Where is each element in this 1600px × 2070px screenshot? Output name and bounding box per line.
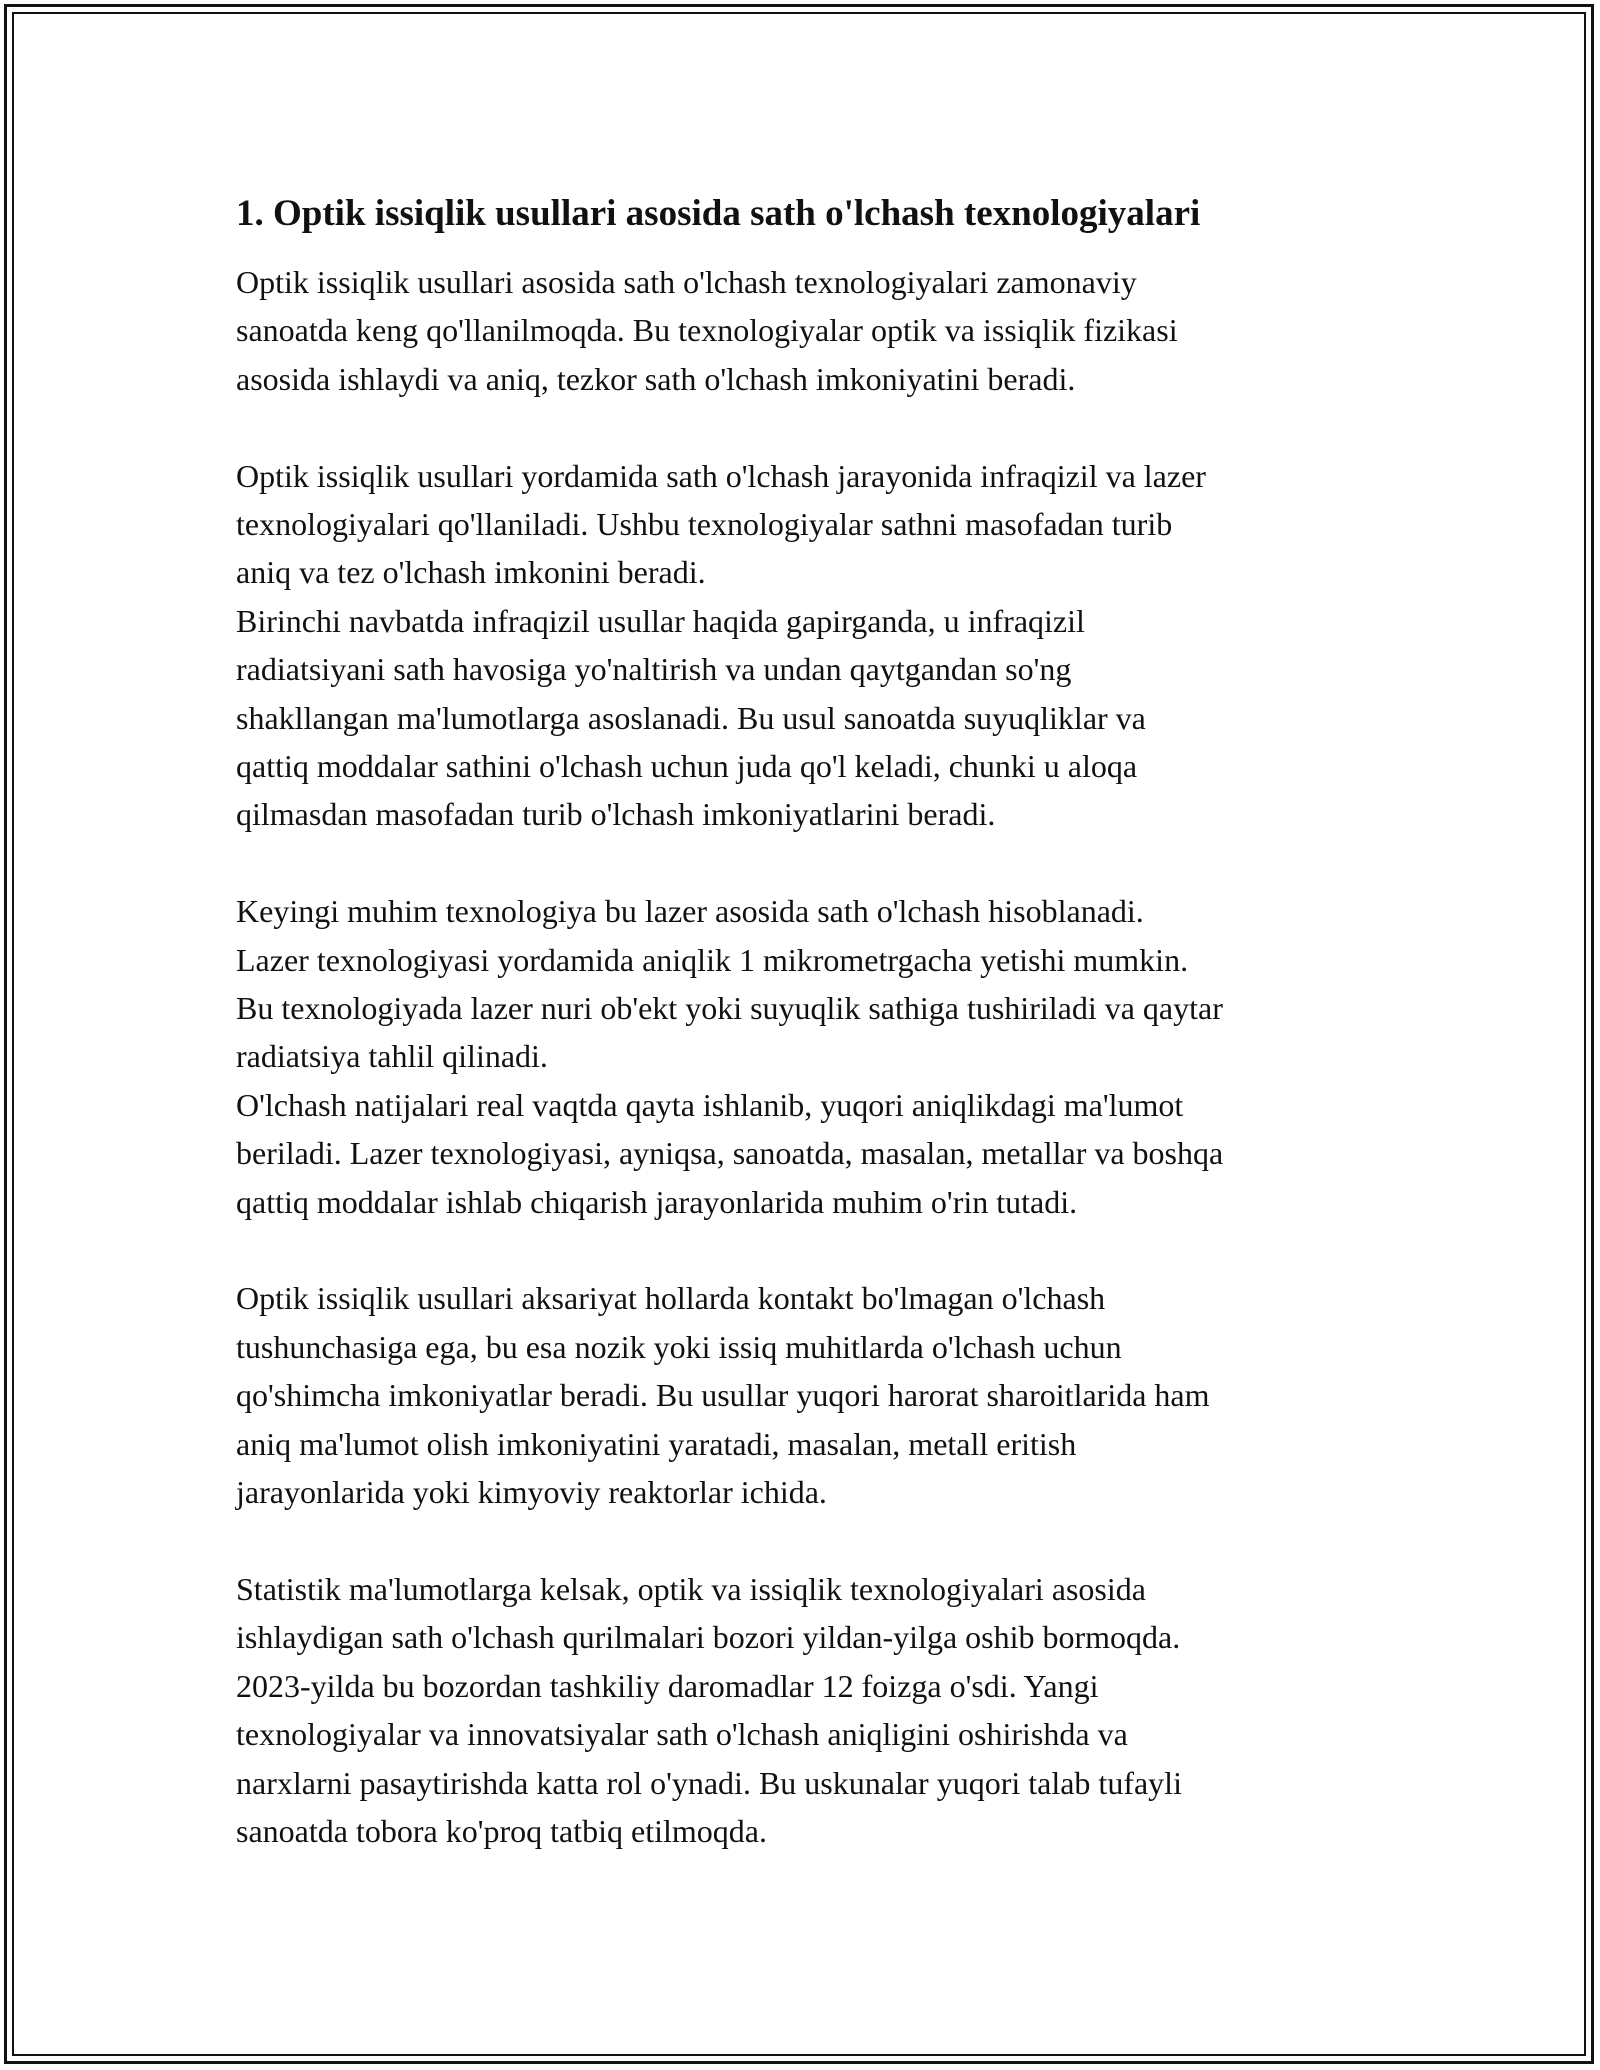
- text-line: ishlaydigan sath o'lchash qurilmalari bozori yildan-yilga oshib bormoqda.: [236, 1619, 1181, 1656]
- text-line: radiatsiyani sath havosiga yo'naltirish va undan qaytgandan so'ng: [236, 651, 1072, 688]
- text-line: asosida ishlaydi va aniq, tezkor sath o'lchash imkoniyatini beradi.: [236, 360, 1076, 397]
- paragraph-results: [236, 1081, 1376, 1226]
- text-line: texnologiyalar va innovatsiyalar sath o'lchash aniqligini oshirishda va: [236, 1716, 1128, 1753]
- text-line: qo'shimcha imkoniyatlar beradi. Bu usullar yuqori harorat sharoitlarida ham: [236, 1377, 1210, 1414]
- text-line: Keyingi muhim texnologiya bu lazer asosida sath o'lchash hisoblanadi.: [236, 893, 1144, 930]
- paragraph-noncontact: [236, 1274, 1376, 1516]
- text-line: beriladi. Lazer texnologiyasi, ayniqsa, sanoatda, masalan, metallar va boshqa: [236, 1135, 1224, 1172]
- text-line: radiatsiya tahlil qilinadi.: [236, 1038, 548, 1075]
- text-line: 2023-yilda bu bozordan tashkiliy daromadlar 12 foizga o'sdi. Yangi: [236, 1667, 1099, 1704]
- paragraph-intro: [236, 258, 1376, 403]
- text-line: Lazer texnologiyasi yordamida aniqlik 1 mikrometrgacha yetishi mumkin.: [236, 941, 1189, 978]
- text-line: Optik issiqlik usullari aksariyat hollarda kontakt bo'lmagan o'lchash: [236, 1280, 1106, 1317]
- text-line: shakllangan ma'lumotlarga asoslanadi. Bu usul sanoatda suyuqliklar va: [236, 699, 1146, 736]
- text-line: qattiq moddalar sathini o'lchash uchun juda qo'l keladi, chunki u aloqa: [236, 748, 1138, 785]
- text-line: O'lchash natijalari real vaqtda qayta ishlanib, yuqori aniqlikdagi ma'lumot: [236, 1086, 1184, 1123]
- paragraph-spacer: [236, 839, 1376, 887]
- text-line: sanoatda keng qo'llanilmoqda. Bu texnologiyalar optik va issiqlik fizikasi: [236, 312, 1178, 349]
- section-heading: 1. Optik issiqlik usullari asosida sath o'lchash texnologiyalari: [236, 193, 1201, 234]
- text-line: Birinchi navbatda infraqizil usullar haqida gapirganda, u infraqizil: [236, 602, 1085, 639]
- paragraph-spacer: [236, 1517, 1376, 1565]
- text-line: texnologiyalari qo'llaniladi. Ushbu texnologiyalar sathni masofadan turib: [236, 506, 1173, 543]
- text-line: aniq va tez o'lchash imkonini beradi.: [236, 554, 706, 591]
- text-line: narxlarni pasaytirishda katta rol o'ynadi. Bu uskunalar yuqori talab tufayli: [236, 1764, 1182, 1801]
- text-line: aniq ma'lumot olish imkoniyatini yaratadi, masalan, metall eritish: [236, 1425, 1077, 1462]
- paragraph-statistics: [236, 1565, 1376, 1855]
- paragraph-infrared: [236, 597, 1376, 839]
- text-line: Optik issiqlik usullari yordamida sath o'lchash jarayonida infraqizil va lazer: [236, 457, 1206, 494]
- paragraph-spacer: [236, 1226, 1376, 1274]
- text-line: sanoatda tobora ko'proq tatbiq etilmoqda.: [236, 1812, 767, 1849]
- text-line: jarayonlarida yoki kimyoviy reaktorlar ichida.: [236, 1474, 827, 1511]
- text-line: qilmasdan masofadan turib o'lchash imkoniyatlarini beradi.: [236, 796, 996, 833]
- text-line: qattiq moddalar ishlab chiqarish jarayonlarida muhim o'rin tutadi.: [236, 1183, 1078, 1220]
- paragraph-laser: [236, 887, 1376, 1081]
- paragraph-spacer: [236, 403, 1376, 451]
- text-line: Optik issiqlik usullari asosida sath o'lchash texnologiyalari zamonaviy: [236, 264, 1137, 300]
- text-line: Bu texnologiyada lazer nuri ob'ekt yoki suyuqlik sathiga tushiriladi va qaytar: [236, 990, 1223, 1027]
- document-body: [236, 186, 1376, 1855]
- text-line: tushunchasiga ega, bu esa nozik yoki issiq muhitlarda o'lchash uchun: [236, 1328, 1122, 1365]
- paragraph-methods: [236, 452, 1376, 597]
- text-line: Statistik ma'lumotlarga kelsak, optik va issiqlik texnologiyalari asosida: [236, 1570, 1146, 1607]
